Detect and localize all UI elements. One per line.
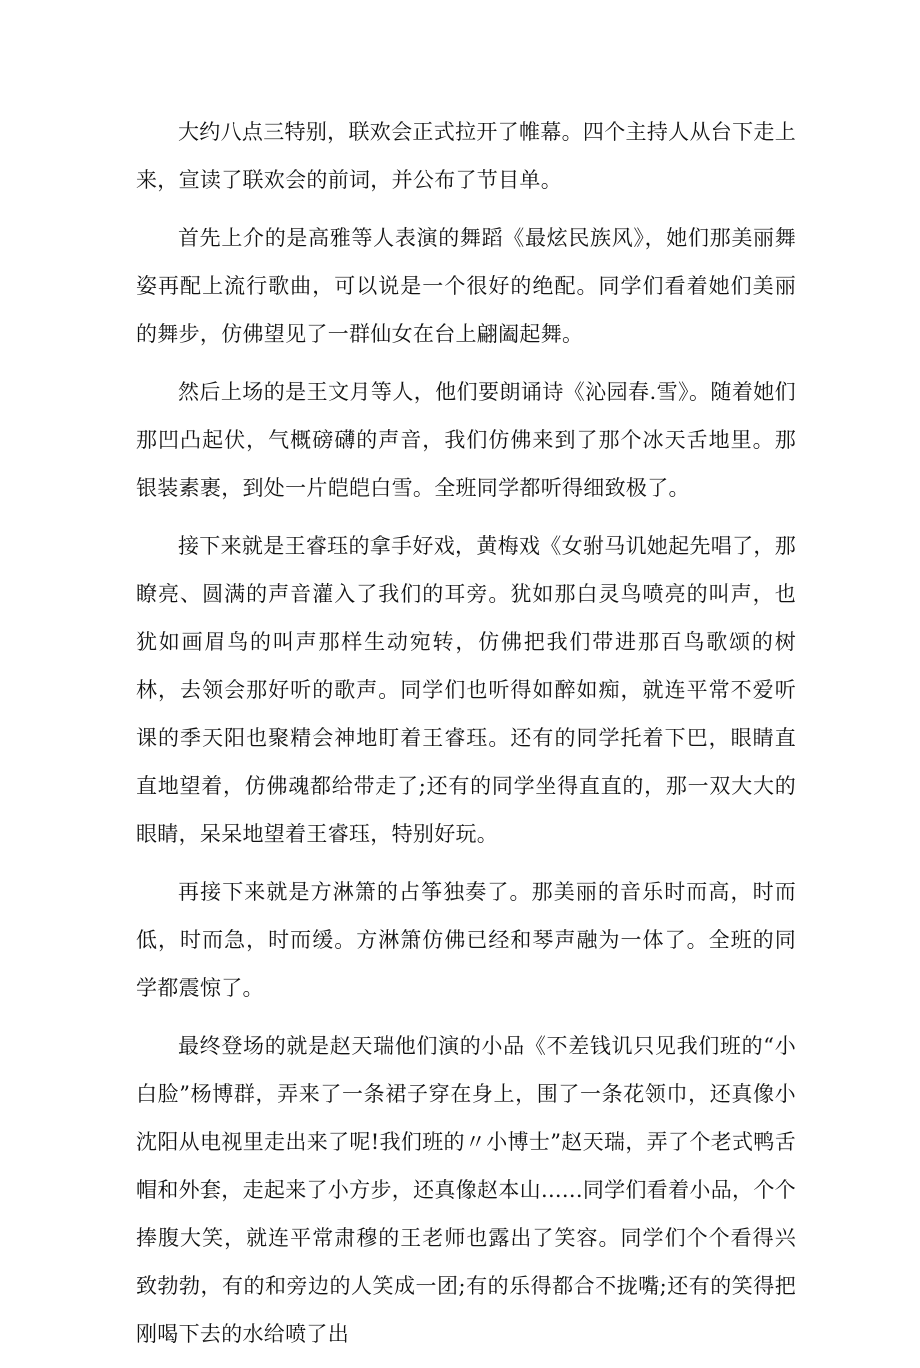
paragraph-3: 然后上场的是王文月等人，他们要朗诵诗《沁园春.雪》。随着她们那凹凸起伏，气概磅礴的声音，我们仿佛来到了那个冰天舌地里。那银装素裹，到处一片皑皑白雪。全班同学都听得细致极了。 (136, 380, 796, 500)
paragraph-6: 最终登场的就是赵天瑞他们演的小品《不差钱讥只见我们班的“小白脸”杨博群，弄来了一条裙子穿在身上，围了一条花领巾，还真像小沈阳从电视里走出来了呢!我们班的〃小博士”赵天瑞，弄了个老式鸭舌帽和外套，走起来了小方步，还真像赵本山......同学们看着小品，个个捧腹大笑，就连平常肃穆的王老师也露出了笑容。同学们个个看得兴致勃勃，有的和旁边的人笑成一团;有的乐得都合不拢嘴;还有的笑得把刚喝下去的水给喷了出 (136, 1034, 796, 1346)
paragraph-5: 再接下来就是方淋箫的占筝独奏了。那美丽的音乐时而高，时而低，时而急，时而缓。方淋箫仿佛已经和琴声融为一体了。全班的同学都震惊了。 (136, 880, 796, 1000)
paragraph-1: 大约八点三特别，联欢会正式拉开了帷幕。四个主持人从台下走上来，宣读了联欢会的前词，并公布了节目单。 (136, 120, 796, 192)
paragraph-2: 首先上介的是高雅等人表演的舞蹈《最炫民族风》，她们那美丽舞姿再配上流行歌曲，可以说是一个很好的绝配。同学们看着她们美丽的舞步，仿佛望见了一群仙女在台上翩阖起舞。 (136, 226, 796, 346)
paragraph-4: 接下来就是王睿珏的拿手好戏，黄梅戏《女驸马讥她起先唱了，那瞭亮、圆满的声音灌入了我们的耳旁。犹如那白灵鸟喷亮的叫声，也犹如画眉鸟的叫声那样生动宛转，仿佛把我们带进那百鸟歌颂的树林，去领会那好听的歌声。同学们也听得如醉如痴，就连平常不爱听课的季天阳也聚精会神地盯着王睿珏。还有的同学托着下巴，眼睛直直地望着，仿佛魂都给带走了;还有的同学坐得直直的，那一双大大的眼睛，呆呆地望着王睿珏，特别好玩。 (136, 534, 796, 846)
document-body (136, 108, 796, 1368)
